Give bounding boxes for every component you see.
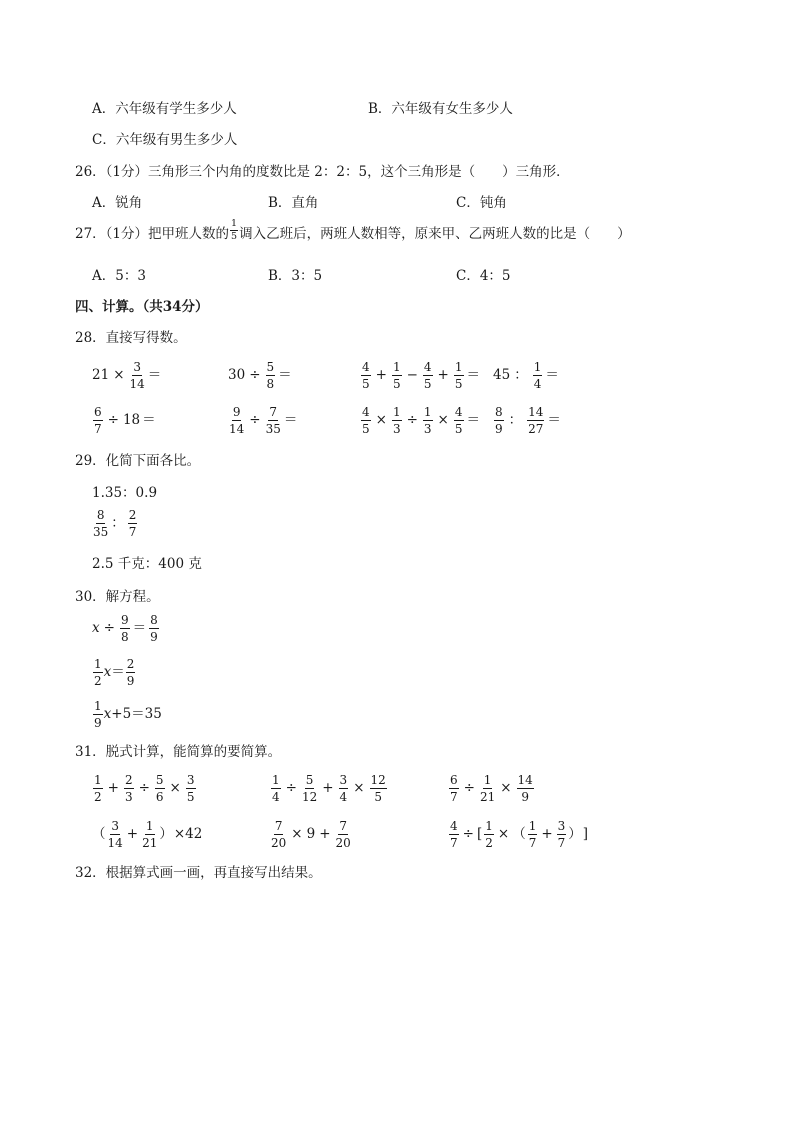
q31-expr-1	[92, 774, 197, 803]
operand: 21	[92, 366, 110, 383]
q31-expr-5	[270, 820, 352, 849]
left-bracket: [	[476, 825, 483, 842]
q31-expr-2	[270, 774, 388, 803]
divide-sign: ÷	[103, 619, 115, 636]
q28-expr-7	[360, 406, 480, 435]
denominator: 14	[129, 377, 145, 391]
denominator: 5	[374, 790, 382, 804]
denominator: 6	[155, 790, 164, 804]
q28-expr-6	[228, 406, 297, 435]
operand: 30	[228, 366, 246, 383]
numerator: 7	[274, 819, 283, 833]
denominator: 9	[521, 790, 529, 804]
fraction	[271, 820, 286, 849]
fraction	[336, 820, 351, 849]
numerator: 1	[231, 218, 238, 229]
numerator: 2	[126, 657, 135, 671]
denominator: 3	[423, 422, 432, 436]
operand: 35	[144, 705, 162, 722]
denominator: 5	[362, 422, 370, 436]
fraction	[130, 361, 145, 390]
fraction	[120, 614, 130, 643]
fraction	[186, 774, 196, 803]
fraction	[484, 820, 494, 849]
fraction	[339, 774, 349, 803]
numerator: 1	[94, 699, 102, 713]
denominator: 7	[128, 525, 137, 539]
numerator: 14	[517, 773, 533, 787]
denominator: 5	[362, 377, 370, 391]
numerator: 1	[272, 773, 280, 787]
fraction	[449, 774, 459, 803]
right-bracket: ]	[582, 825, 589, 842]
numerator: 3	[111, 819, 119, 833]
fraction	[271, 774, 281, 803]
numerator: 4	[423, 360, 432, 374]
numerator: 3	[186, 773, 195, 787]
denominator: 14	[229, 422, 245, 436]
divide-sign: ÷	[138, 779, 150, 796]
denominator: 7	[94, 422, 102, 436]
plus-sign: +	[541, 825, 553, 842]
divide-sign: ÷	[249, 411, 261, 428]
q28-expr-4	[493, 361, 559, 390]
fraction	[454, 361, 464, 390]
denominator: 5	[231, 230, 238, 242]
denominator: 8	[120, 630, 129, 644]
q28-expr-1	[92, 361, 161, 390]
fraction	[480, 774, 495, 803]
fraction	[494, 406, 504, 435]
q30-equation-3	[92, 700, 162, 729]
fraction	[266, 406, 281, 435]
denominator: 7	[557, 836, 566, 850]
denominator: 5	[454, 377, 463, 391]
equals-sign: ＝	[132, 619, 147, 636]
q27-stem-prefix: 27．（1分）把甲班人数的	[75, 226, 230, 243]
numerator: 9	[120, 613, 129, 627]
denominator: 12	[301, 790, 318, 804]
denominator: 14	[107, 836, 123, 850]
right-paren: ）	[159, 825, 173, 842]
q31-stem: 31．脱式计算，能简算的要简算。	[75, 744, 282, 760]
numerator: 3	[339, 773, 348, 787]
colon-sign: ：	[514, 366, 528, 383]
plus-sign: +	[107, 779, 119, 796]
equals-sign: ＝	[278, 366, 292, 383]
denominator: 2	[94, 790, 102, 804]
numerator: 2	[124, 773, 133, 787]
q27-fraction	[230, 219, 238, 241]
numerator: 1	[392, 360, 401, 374]
numerator: 1	[483, 773, 492, 787]
numerator: 4	[362, 405, 370, 419]
denominator: 9	[495, 422, 503, 436]
denominator: 4	[339, 790, 348, 804]
equals-sign: ＝	[111, 663, 125, 680]
divide-sign: ÷	[406, 411, 418, 428]
q30-equation-1	[92, 614, 160, 643]
q31-expr-4	[92, 820, 202, 849]
fraction	[423, 361, 433, 390]
denominator: 5	[423, 377, 432, 391]
q29-ratio-2	[92, 509, 138, 538]
times-42: ×42	[173, 825, 203, 842]
q26-option-b: B．直角	[268, 195, 319, 211]
numerator: 6	[94, 405, 102, 419]
equals-sign: ＝	[142, 411, 156, 428]
q27-stem	[75, 218, 631, 246]
q28-expr-2	[228, 361, 292, 390]
fraction	[370, 774, 387, 803]
numerator: 7	[339, 819, 347, 833]
divide-sign: ÷	[285, 779, 297, 796]
times-sign: ×	[169, 779, 181, 796]
equals-sign: ＝	[547, 411, 561, 428]
numerator: 1	[454, 360, 463, 374]
fraction	[361, 361, 371, 390]
operand: 18	[122, 411, 141, 428]
numerator: 5	[305, 773, 314, 787]
times-sign: ×	[113, 366, 125, 383]
plus-five: +5	[111, 705, 132, 722]
q25-option-b: B．六年级有女生多少人	[368, 101, 513, 117]
numerator: 3	[133, 360, 141, 374]
colon-sign: ：	[508, 411, 523, 428]
q31-expr-6	[448, 820, 588, 849]
divide-sign: ÷	[462, 825, 474, 842]
denominator: 7	[528, 836, 537, 850]
denominator: 4	[272, 790, 280, 804]
numerator: 3	[557, 819, 566, 833]
times-sign: ×	[437, 411, 449, 428]
denominator: 7	[450, 790, 458, 804]
plus-sign: +	[319, 825, 331, 842]
colon-sign: ：	[111, 514, 125, 531]
denominator: 5	[392, 377, 401, 391]
q28-expr-8	[493, 406, 561, 435]
divide-sign: ÷	[249, 366, 261, 383]
q31-expr-3	[448, 774, 535, 803]
times-sign: ×	[500, 779, 512, 796]
fraction	[93, 700, 103, 729]
q29-ratio-1: 1.35：0.9	[92, 485, 158, 501]
fraction	[149, 614, 159, 643]
numerator: 1	[485, 819, 493, 833]
variable-x: x	[103, 705, 112, 722]
times-sign: ×	[353, 779, 365, 796]
times-sign: ×	[291, 825, 303, 842]
fraction	[229, 406, 244, 435]
fraction	[454, 406, 464, 435]
numerator: 4	[454, 405, 463, 419]
q28-stem: 28．直接写得数。	[75, 330, 187, 346]
q27-option-b: B．3：5	[268, 268, 323, 284]
denominator: 21	[479, 790, 496, 804]
times-sign: ×	[375, 411, 387, 428]
plus-sign: +	[322, 779, 334, 796]
denominator: 2	[485, 836, 493, 850]
denominator: 9	[94, 716, 102, 730]
numerator: 8	[96, 508, 105, 522]
denominator: 20	[335, 836, 351, 850]
section-heading: 四、计算。（共34分）	[75, 299, 209, 315]
denominator: 27	[528, 422, 544, 436]
denominator: 8	[266, 377, 275, 391]
denominator: 9	[150, 630, 158, 644]
q28-expr-3	[360, 361, 480, 390]
minus-sign: −	[406, 366, 418, 383]
equals-sign: ＝	[131, 705, 145, 722]
q29-ratio-3: 2.5 千克：400 克	[92, 556, 202, 572]
fraction	[528, 820, 538, 849]
numerator: 4	[362, 360, 370, 374]
right-paren: ）	[568, 825, 582, 842]
fraction	[128, 509, 138, 538]
numerator: 9	[232, 405, 241, 419]
numerator: 5	[266, 360, 275, 374]
q26-option-a: A．锐角	[92, 195, 143, 211]
times-sign: ×	[497, 825, 510, 842]
equals-sign: ＝	[466, 366, 480, 383]
variable-x: x	[92, 619, 100, 636]
equals-sign: ＝	[283, 411, 298, 428]
numerator: 1	[94, 773, 102, 787]
denominator: 2	[94, 674, 102, 688]
fraction	[93, 406, 103, 435]
numerator: 1	[392, 405, 401, 419]
numerator: 1	[423, 405, 432, 419]
left-paren: （	[92, 825, 106, 842]
fraction	[533, 361, 543, 390]
q27-option-c: C．4：5	[456, 268, 511, 284]
plus-sign: +	[126, 825, 139, 842]
fraction	[93, 509, 108, 538]
equals-sign: ＝	[466, 411, 480, 428]
divide-sign: ÷	[463, 779, 475, 796]
numerator: 5	[155, 773, 164, 787]
fraction	[266, 361, 276, 390]
denominator: 20	[271, 836, 287, 850]
variable-x: x	[103, 663, 112, 680]
fraction	[392, 361, 402, 390]
fraction	[302, 774, 317, 803]
q25-option-a: A．六年级有学生多少人	[92, 101, 237, 117]
numerator: 1	[528, 819, 537, 833]
fraction	[527, 406, 544, 435]
denominator: 21	[142, 836, 158, 850]
denominator: 3	[124, 790, 133, 804]
denominator: 3	[392, 422, 401, 436]
fraction	[93, 774, 103, 803]
operand: 45	[493, 366, 511, 383]
numerator: 1	[94, 657, 102, 671]
equals-sign: ＝	[147, 366, 162, 383]
numerator: 6	[450, 773, 458, 787]
denominator: 9	[126, 674, 135, 688]
fraction	[392, 406, 402, 435]
q30-equation-2	[92, 658, 136, 687]
q26-stem: 26．（1分）三角形三个内角的度数比是 2：2：5，这个三角形是（ ）三角形．	[75, 164, 570, 180]
numerator: 12	[370, 773, 386, 787]
denominator: 35	[93, 525, 109, 539]
fraction	[423, 406, 433, 435]
divide-sign: ÷	[107, 411, 119, 428]
fraction	[93, 658, 103, 687]
denominator: 5	[454, 422, 463, 436]
denominator: 7	[450, 836, 458, 850]
fraction	[126, 658, 136, 687]
fraction	[142, 820, 157, 849]
q32-stem: 32．根据算式画一画，再直接写出结果。	[75, 865, 322, 881]
numerator: 8	[150, 613, 158, 627]
q27-stem-suffix: 调入乙班后，两班人数相等，原来甲、乙两班人数的比是（ ）	[239, 226, 631, 243]
fraction	[155, 774, 165, 803]
denominator: 35	[265, 422, 281, 436]
equals-sign: ＝	[545, 366, 559, 383]
fraction	[361, 406, 371, 435]
q30-stem: 30．解方程。	[75, 589, 160, 605]
numerator: 8	[495, 405, 503, 419]
numerator: 4	[450, 819, 458, 833]
numerator: 7	[269, 405, 278, 419]
denominator: 5	[186, 790, 195, 804]
fraction	[124, 774, 134, 803]
left-paren: （	[512, 825, 526, 842]
denominator: 4	[533, 377, 542, 391]
numerator: 1	[145, 819, 154, 833]
q29-stem: 29．化简下面各比。	[75, 453, 201, 469]
numerator: 2	[128, 508, 137, 522]
numerator: 14	[528, 405, 544, 419]
operand: 9	[306, 825, 316, 842]
q26-option-c: C．钝角	[456, 195, 507, 211]
plus-sign: +	[437, 366, 449, 383]
numerator: 1	[533, 360, 542, 374]
fraction	[108, 820, 123, 849]
fraction	[517, 774, 534, 803]
q27-option-a: A．5：3	[92, 268, 146, 284]
q28-expr-5	[92, 406, 156, 435]
fraction	[557, 820, 567, 849]
q25-option-c: C．六年级有男生多少人	[92, 132, 238, 148]
fraction	[449, 820, 459, 849]
plus-sign: +	[375, 366, 387, 383]
